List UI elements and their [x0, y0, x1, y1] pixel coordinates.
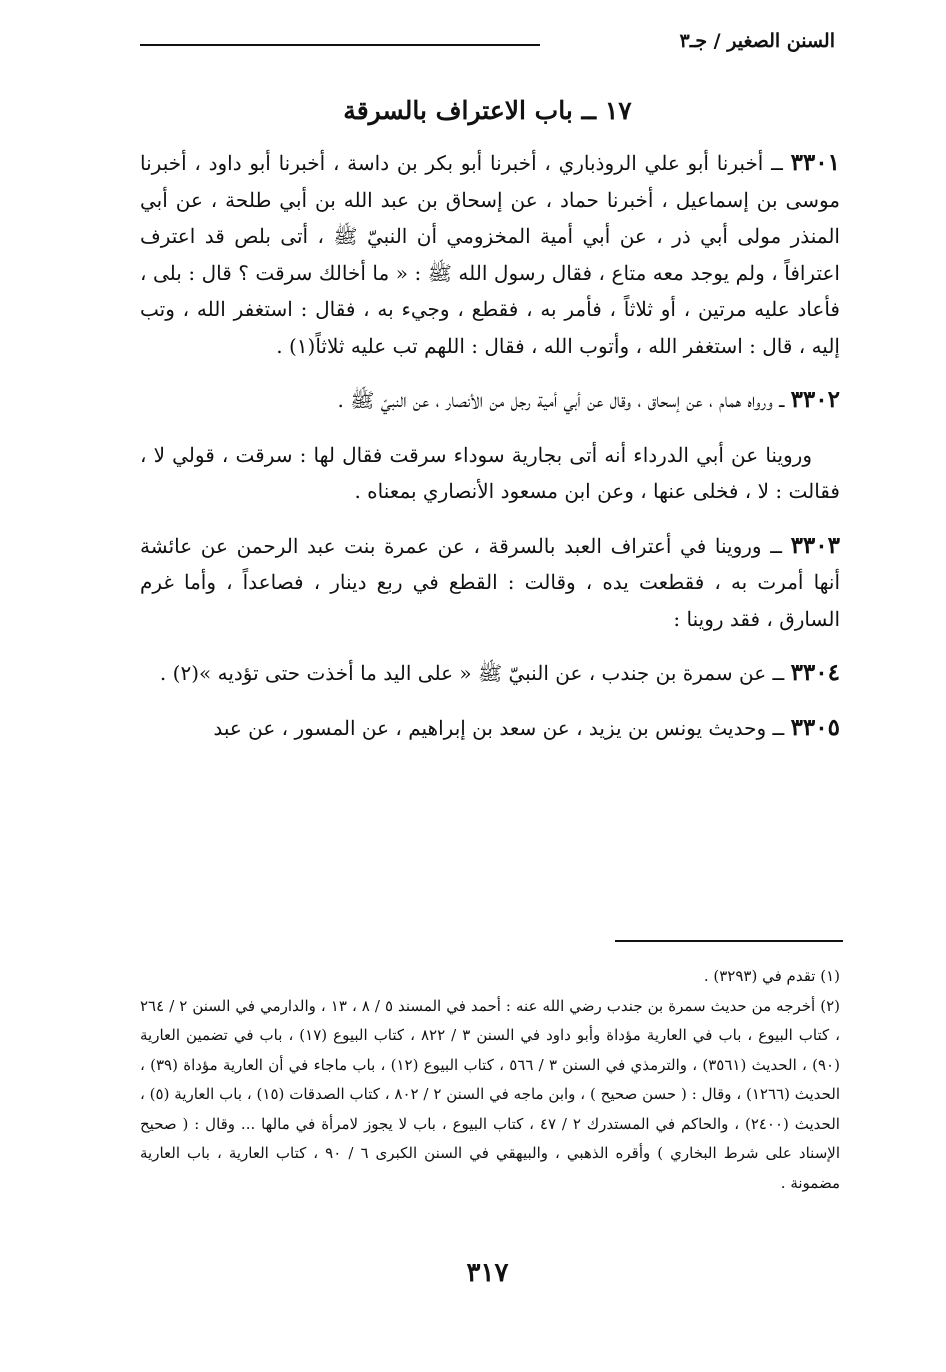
running-title: السنن الصغير / جـ٣	[679, 30, 835, 52]
chapter-title: ١٧ ــ باب الاعتراف بالسرقة	[343, 96, 632, 125]
hadith-paragraph	[140, 382, 840, 419]
hadith-number: ٣٣٠٢	[790, 386, 840, 413]
hadith-text: ــ عن سمرة بن جندب ، عن النبيّ ﷺ « على اليد ما أخذت حتى تؤديه »(٢) .	[159, 661, 791, 685]
hadith-paragraph	[140, 710, 840, 747]
hadith-number: ٣٣٠٥	[790, 713, 840, 741]
hadith-paragraph	[140, 528, 840, 638]
footnote: (١) تقدم في (٣٢٩٣) .	[703, 967, 840, 985]
hadith-text: ــ أخبرنا أبو علي الروذباري ، أخبرنا أبو بكر بن داسة ، أخبرنا أبو داود ، أخبرنا موسى بن إسماعيل ، أخبرنا حماد ، عن إسحاق بن عبد الله بن أبي طلحة ، عن أبي المنذر مولى أبي ذر ، عن أبي أمية المخزومي أن النبيّ ﷺ ، أتى بلص قد اعترف اعترافاً ، ولم يوجد معه متاع ، فقال رسول الله ﷺ : « ما أخالك سرقت ؟ قال : بلى ، فأعاد عليه مرتين ، أو ثلاثاً ، فأمر به ، فقطع ، وجيء به ، فقال : استغفر الله ، وتب إليه ، قال : استغفر الله ، وأتوب الله ، فقال : اللهم تب عليه ثلاثاً(١) .	[140, 151, 840, 358]
page-number: ٣١٧	[466, 1258, 509, 1288]
hadith-paragraph	[140, 655, 840, 692]
hadith-text: ــ وروينا في أعتراف العبد بالسرقة ، عن عمرة بنت عبد الرحمن عن عائشة أنها أمرت به ، فقطعت يده ، وقالت : القطع في ربع دينار ، فصاعداً ، وأما غرم السارق ، فقد روينا :	[140, 533, 840, 631]
running-header	[140, 30, 835, 60]
main-text	[140, 145, 840, 764]
footnotes	[140, 962, 840, 1198]
hadith-number: ٣٣٠٣	[790, 531, 840, 559]
footnote-rule	[615, 940, 843, 942]
hadith-number: ٣٣٠٤	[790, 659, 840, 686]
header-rule	[140, 44, 540, 46]
narration-paragraph	[140, 437, 840, 510]
hadith-number: ٣٣٠١	[790, 149, 840, 176]
footnote: (٢) أخرجه من حديث سمرة بن جندب رضي الله عنه : أحمد في المسند ٥ / ٨ ، ١٣ ، والدارمي في السنن ٢ / ٢٦٤ ، كتاب البيوع ، باب في العارية مؤداة وأبو داود في السنن ٣ / ٨٢٢ ، كتاب البيوع (١٧) ، باب في تضمين العارية (٩٠) ، الحديث (٣٥٦١) ، والترمذي في السنن ٣ / ٥٦٦ ، كتاب البيوع (١٢) ، باب ماجاء في أن العارية مؤداة (٣٩) ، الحديث (١٢٦٦) ، وقال : ( حسن صحيح ) ، وابن ماجه في السنن ٢ / ٨٠٢ ، كتاب الصدقات (١٥) ، باب العارية (٥) ، الحديث (٢٤٠٠) ، والحاكم في المستدرك ٢ / ٤٧ ، كتاب البيوع ، باب لا يجوز لامرأة في مالها ... وقال : ( صحيح الإسناد على شرط البخاري ) وأقره الذهبي ، والبيهقي في السنن الكبرى ٦ / ٩٠ ، كتاب العارية ، باب العارية مضمونة .	[140, 996, 841, 1192]
hadith-text: ــ وحديث يونس بن يزيد ، عن سعد بن إبراهيم ، عن المسور ، عن عبد	[213, 715, 791, 740]
narration-text: وروينا عن أبي الدرداء أنه أتى بجارية سوداء سرقت فقال لها : سرقت ، قولي لا ، فقالت : لا ، فخلى عنها ، وعن ابن مسعود الأنصاري بمعناه .	[140, 442, 840, 503]
hadith-text: ــ ورواه همام ، عن إسحاق ، وقال عن أبي أمية رجل من الأنصار ، عن النبيّ ﷺ .	[337, 388, 791, 412]
hadith-paragraph	[140, 145, 840, 364]
